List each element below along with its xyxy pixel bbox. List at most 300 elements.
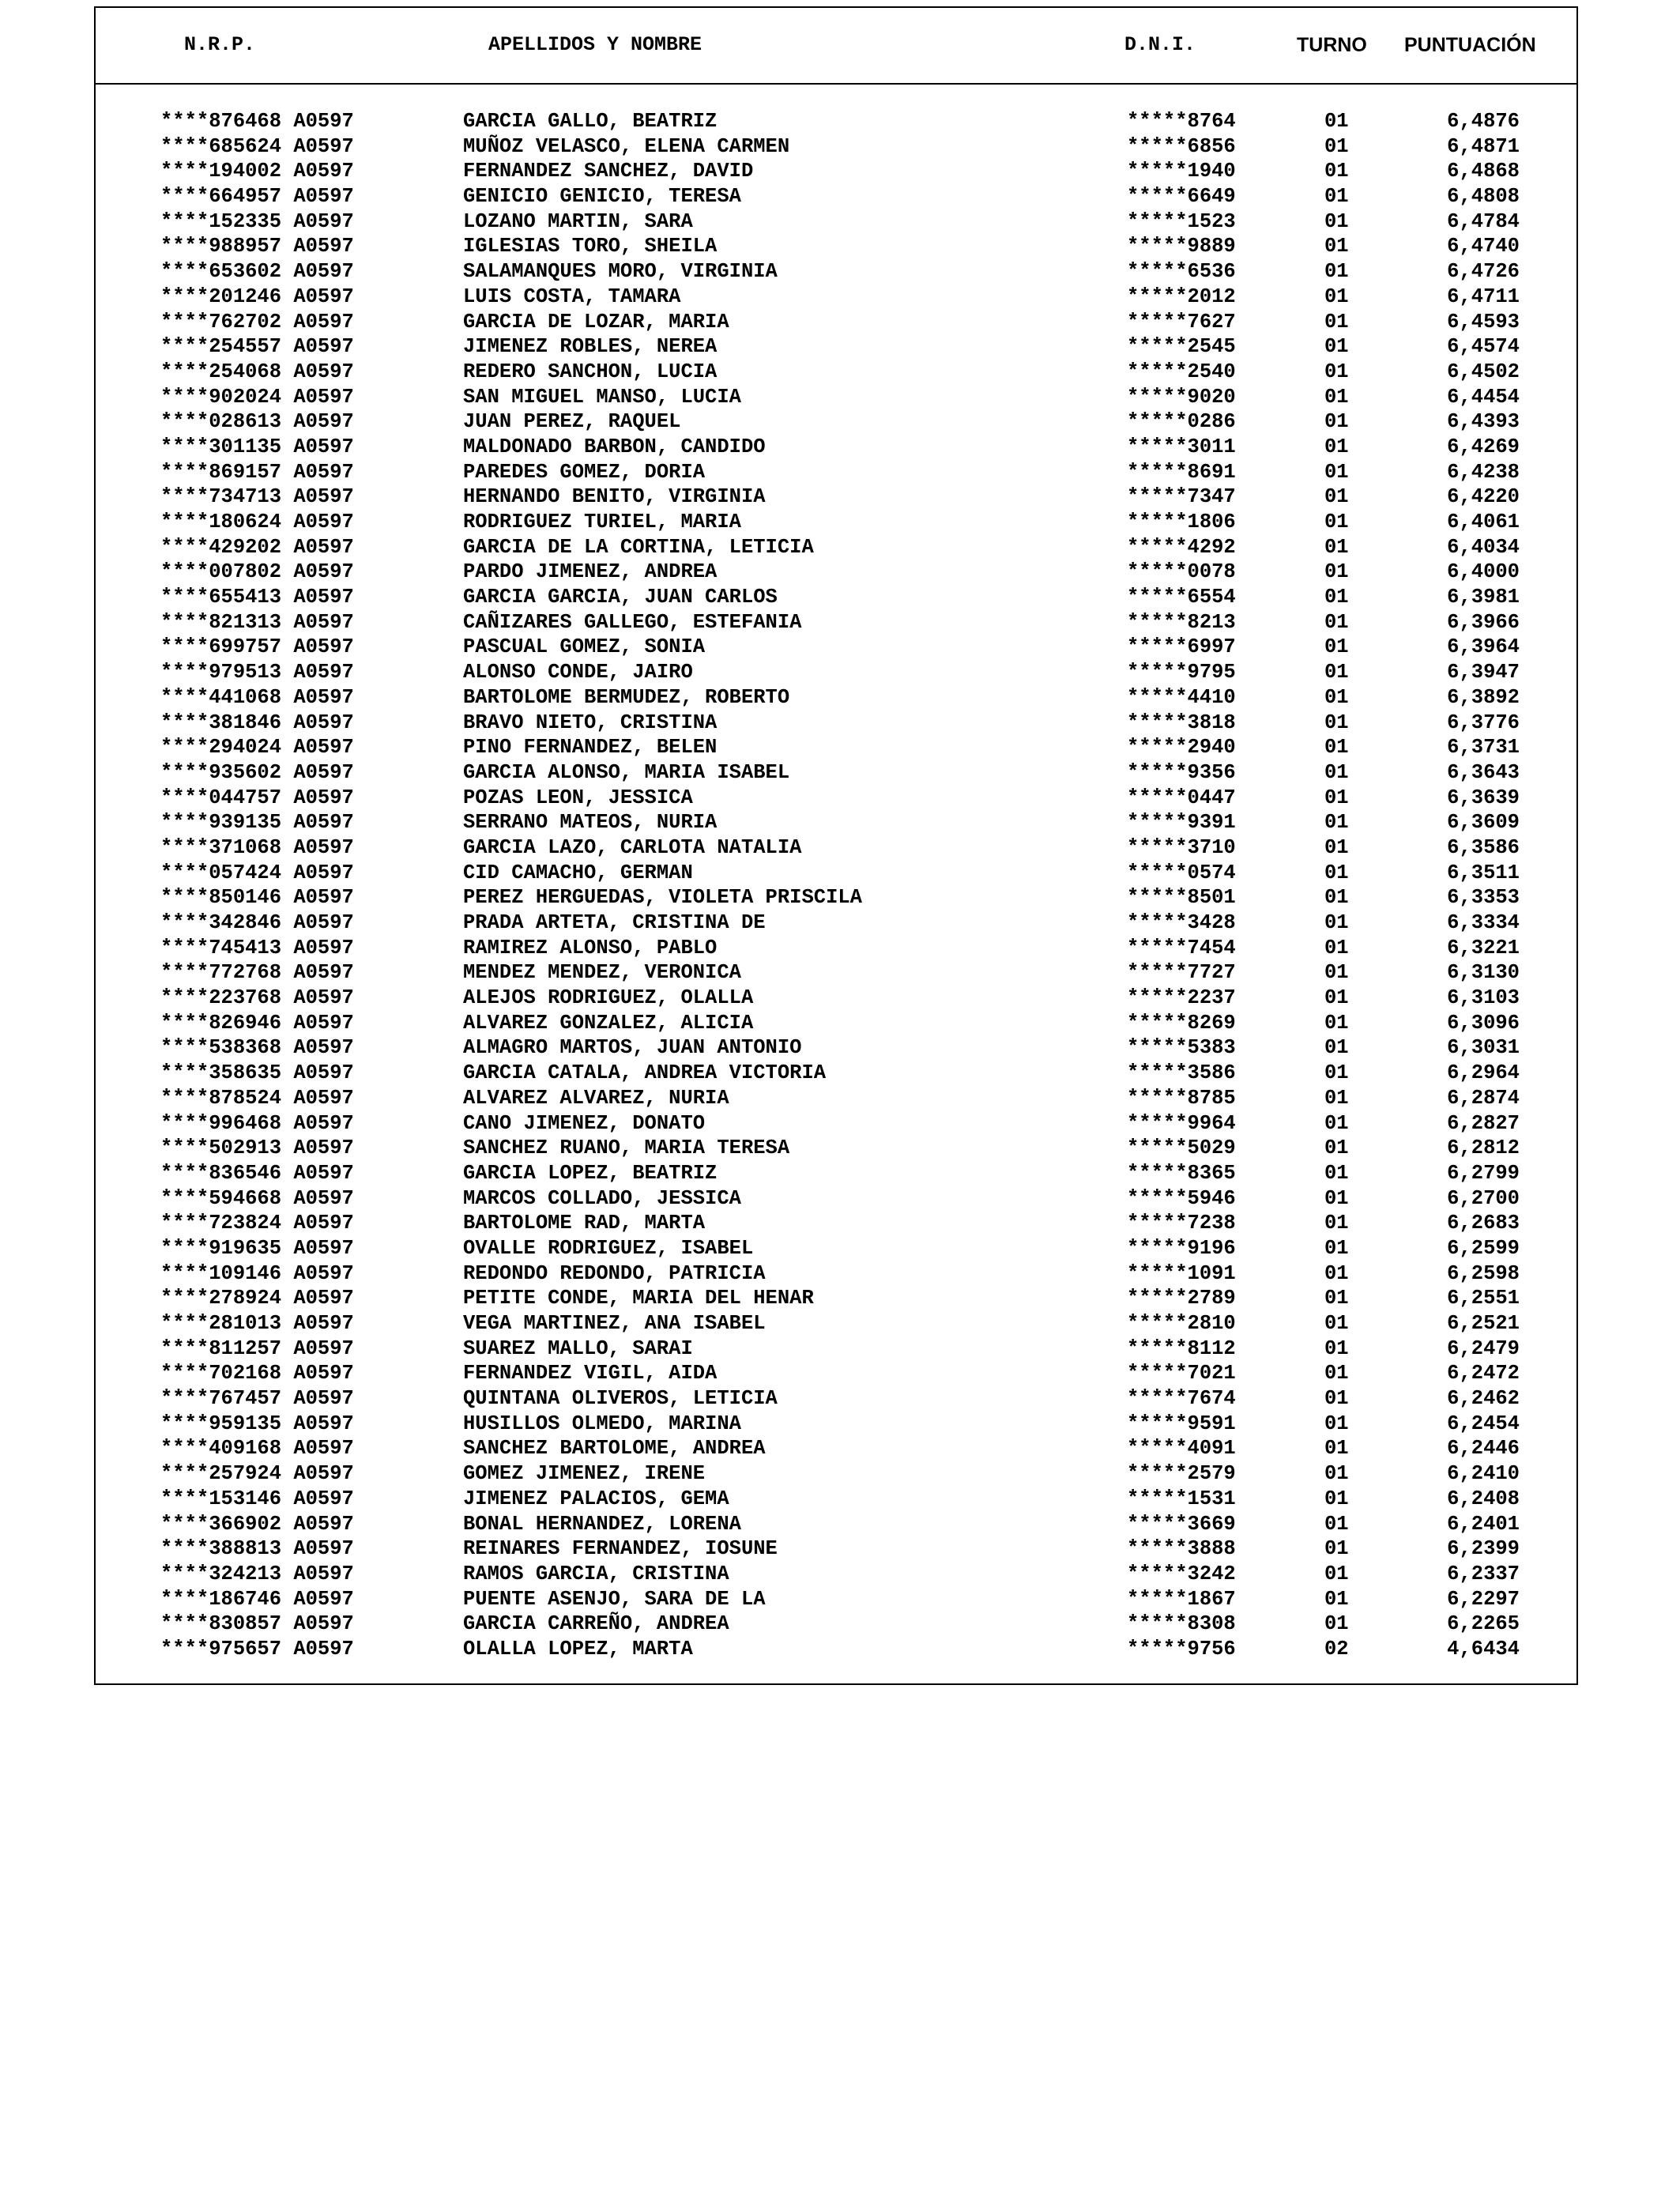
cell-turno: 01 — [1324, 886, 1349, 910]
table-row — [96, 1161, 1576, 1186]
cell-turno: 01 — [1324, 1061, 1349, 1085]
cell-puntuacion: 6,2812 — [1447, 1137, 1520, 1160]
cell-name: SANCHEZ RUANO, MARIA TERESA — [463, 1137, 790, 1160]
cell-name: JIMENEZ PALACIOS, GEMA — [463, 1487, 729, 1510]
cell-nrp: ****388813 A0597 — [160, 1537, 354, 1561]
cell-turno: 01 — [1324, 110, 1349, 133]
cell-turno: 01 — [1324, 1236, 1349, 1260]
table-row — [96, 1311, 1576, 1336]
cell-puntuacion: 6,3731 — [1447, 736, 1520, 760]
cell-dni: *****5029 — [1127, 1137, 1236, 1160]
cell-name: BARTOLOME BERMUDEZ, ROBERTO — [463, 685, 790, 709]
cell-puntuacion: 6,4502 — [1447, 360, 1520, 383]
cell-name: ALONSO CONDE, JAIRO — [463, 661, 693, 684]
cell-name: LUIS COSTA, TAMARA — [463, 285, 681, 308]
cell-turno: 01 — [1324, 1137, 1349, 1160]
cell-turno: 01 — [1324, 235, 1349, 258]
cell-dni: *****9356 — [1127, 760, 1236, 784]
cell-dni: *****6649 — [1127, 185, 1236, 209]
table-row — [96, 385, 1576, 410]
table-row — [96, 1412, 1576, 1437]
cell-name: POZAS LEON, JESSICA — [463, 786, 693, 809]
cell-turno: 01 — [1324, 635, 1349, 659]
cell-name: FERNANDEZ VIGIL, AIDA — [463, 1362, 718, 1385]
cell-name: LOZANO MARTIN, SARA — [463, 209, 693, 233]
cell-nrp: ****702168 A0597 — [160, 1362, 354, 1385]
cell-name: VEGA MARTINEZ, ANA ISABEL — [463, 1312, 766, 1335]
table-row — [96, 1061, 1576, 1086]
cell-dni: *****4410 — [1127, 685, 1236, 709]
cell-dni: *****4292 — [1127, 535, 1236, 559]
table-row — [96, 760, 1576, 786]
cell-puntuacion: 6,3031 — [1447, 1036, 1520, 1060]
cell-puntuacion: 6,2410 — [1447, 1462, 1520, 1486]
cell-nrp: ****152335 A0597 — [160, 209, 354, 233]
cell-puntuacion: 6,4061 — [1447, 511, 1520, 533]
cell-puntuacion: 6,4711 — [1447, 285, 1520, 308]
cell-turno: 01 — [1324, 1287, 1349, 1310]
cell-nrp: ****381846 A0597 — [160, 711, 354, 734]
cell-puntuacion: 6,3511 — [1447, 861, 1520, 884]
table-row — [96, 1136, 1576, 1161]
cell-nrp: ****902024 A0597 — [160, 385, 354, 409]
table-row — [96, 1436, 1576, 1461]
cell-nrp: ****988957 A0597 — [160, 235, 354, 258]
table-row — [96, 1461, 1576, 1487]
cell-puntuacion: 6,2454 — [1447, 1412, 1520, 1435]
cell-dni: *****8764 — [1127, 110, 1236, 133]
cell-turno: 01 — [1324, 786, 1349, 809]
cell-dni: *****9756 — [1127, 1637, 1236, 1661]
cell-nrp: ****653602 A0597 — [160, 260, 354, 284]
cell-turno: 01 — [1324, 1011, 1349, 1035]
table-row — [96, 409, 1576, 435]
cell-name: SERRANO MATEOS, NURIA — [463, 811, 718, 835]
cell-turno: 01 — [1324, 560, 1349, 584]
cell-nrp: ****821313 A0597 — [160, 610, 354, 634]
cell-turno: 01 — [1324, 1036, 1349, 1060]
cell-puntuacion: 6,3103 — [1447, 986, 1520, 1010]
cell-puntuacion: 6,3586 — [1447, 835, 1520, 859]
cell-puntuacion: 6,4269 — [1447, 435, 1520, 458]
cell-dni: *****2940 — [1127, 736, 1236, 760]
cell-turno: 01 — [1324, 1212, 1349, 1235]
cell-nrp: ****429202 A0597 — [160, 535, 354, 559]
cell-nrp: ****836546 A0597 — [160, 1161, 354, 1185]
cell-turno: 01 — [1324, 1387, 1349, 1411]
cell-turno: 01 — [1324, 736, 1349, 760]
cell-turno: 01 — [1324, 160, 1349, 183]
cell-puntuacion: 6,3947 — [1447, 661, 1520, 684]
cell-name: GENICIO GENICIO, TERESA — [463, 185, 741, 209]
cell-puntuacion: 6,2551 — [1447, 1287, 1520, 1310]
cell-dni: *****1806 — [1127, 511, 1236, 533]
cell-puntuacion: 6,3776 — [1447, 711, 1520, 734]
cell-nrp: ****324213 A0597 — [160, 1562, 354, 1585]
cell-nrp: ****878524 A0597 — [160, 1086, 354, 1110]
cell-name: ALMAGRO MARTOS, JUAN ANTONIO — [463, 1036, 802, 1060]
table-row — [96, 560, 1576, 585]
cell-puntuacion: 6,3221 — [1447, 936, 1520, 959]
cell-name: PASCUAL GOMEZ, SONIA — [463, 635, 706, 659]
cell-turno: 01 — [1324, 535, 1349, 559]
table-row — [96, 259, 1576, 285]
cell-turno: 01 — [1324, 936, 1349, 959]
table-row — [96, 1336, 1576, 1362]
cell-puntuacion: 6,3639 — [1447, 786, 1520, 809]
cell-name: GARCIA GARCIA, JUAN CARLOS — [463, 586, 778, 609]
table-row — [96, 861, 1576, 886]
table-row — [96, 1487, 1576, 1512]
table-row — [96, 936, 1576, 961]
table-row — [96, 435, 1576, 460]
table-row — [96, 310, 1576, 335]
cell-name: MALDONADO BARBON, CANDIDO — [463, 435, 766, 458]
cell-puntuacion: 6,3096 — [1447, 1011, 1520, 1035]
table-row — [96, 885, 1576, 910]
cell-nrp: ****939135 A0597 — [160, 811, 354, 835]
cell-dni: *****7347 — [1127, 485, 1236, 509]
cell-dni: *****2237 — [1127, 986, 1236, 1010]
cell-name: RODRIGUEZ TURIEL, MARIA — [463, 511, 741, 533]
cell-dni: *****3888 — [1127, 1537, 1236, 1561]
cell-turno: 01 — [1324, 711, 1349, 734]
cell-turno: 01 — [1324, 435, 1349, 458]
cell-puntuacion: 6,2799 — [1447, 1161, 1520, 1185]
cell-name: JUAN PEREZ, RAQUEL — [463, 410, 681, 434]
table-row — [96, 1111, 1576, 1137]
table-row — [96, 786, 1576, 811]
table-row — [96, 711, 1576, 736]
cell-nrp: ****830857 A0597 — [160, 1612, 354, 1636]
cell-name: IGLESIAS TORO, SHEILA — [463, 235, 718, 258]
table-row — [96, 334, 1576, 360]
cell-turno: 01 — [1324, 1362, 1349, 1385]
cell-turno: 01 — [1324, 1537, 1349, 1561]
cell-dni: *****1940 — [1127, 160, 1236, 183]
cell-name: REDONDO REDONDO, PATRICIA — [463, 1261, 766, 1285]
cell-turno: 01 — [1324, 1612, 1349, 1636]
cell-nrp: ****028613 A0597 — [160, 410, 354, 434]
cell-turno: 01 — [1324, 1437, 1349, 1461]
cell-turno: 01 — [1324, 1086, 1349, 1110]
cell-name: GARCIA GALLO, BEATRIZ — [463, 110, 718, 133]
cell-dni: *****3011 — [1127, 435, 1236, 458]
table-row — [96, 109, 1576, 134]
cell-dni: *****5383 — [1127, 1036, 1236, 1060]
cell-nrp: ****409168 A0597 — [160, 1437, 354, 1461]
cell-name: GARCIA CARREÑO, ANDREA — [463, 1612, 729, 1636]
cell-dni: *****7454 — [1127, 936, 1236, 959]
cell-turno: 01 — [1324, 610, 1349, 634]
table-row — [96, 910, 1576, 936]
cell-name: HUSILLOS OLMEDO, MARINA — [463, 1412, 741, 1435]
cell-name: BONAL HERNANDEZ, LORENA — [463, 1512, 741, 1536]
cell-nrp: ****153146 A0597 — [160, 1487, 354, 1510]
cell-dni: *****0078 — [1127, 560, 1236, 584]
table-row — [96, 986, 1576, 1011]
cell-dni: *****8501 — [1127, 886, 1236, 910]
table-row — [96, 1536, 1576, 1562]
cell-puntuacion: 6,4220 — [1447, 485, 1520, 509]
cell-name: ALVAREZ ALVAREZ, NURIA — [463, 1086, 729, 1110]
table-row — [96, 484, 1576, 510]
cell-puntuacion: 6,2446 — [1447, 1437, 1520, 1461]
cell-puntuacion: 6,4593 — [1447, 310, 1520, 334]
cell-name: GARCIA CATALA, ANDREA VICTORIA — [463, 1061, 827, 1085]
cell-nrp: ****772768 A0597 — [160, 961, 354, 985]
cell-name: FERNANDEZ SANCHEZ, DAVID — [463, 160, 754, 183]
cell-dni: *****0447 — [1127, 786, 1236, 809]
cell-puntuacion: 6,2399 — [1447, 1537, 1520, 1561]
cell-turno: 01 — [1324, 185, 1349, 209]
cell-dni: *****1867 — [1127, 1587, 1236, 1611]
cell-dni: *****9020 — [1127, 385, 1236, 409]
table-row — [96, 1261, 1576, 1287]
cell-dni: *****3710 — [1127, 835, 1236, 859]
table-row — [96, 610, 1576, 635]
cell-dni: *****6554 — [1127, 586, 1236, 609]
cell-turno: 01 — [1324, 586, 1349, 609]
cell-turno: 01 — [1324, 1487, 1349, 1510]
cell-nrp: ****180624 A0597 — [160, 511, 354, 533]
table-row — [96, 1637, 1576, 1662]
cell-nrp: ****201246 A0597 — [160, 285, 354, 308]
cell-turno: 01 — [1324, 1111, 1349, 1135]
cell-nrp: ****366902 A0597 — [160, 1512, 354, 1536]
cell-puntuacion: 6,4740 — [1447, 235, 1520, 258]
cell-nrp: ****371068 A0597 — [160, 835, 354, 859]
cell-nrp: ****876468 A0597 — [160, 110, 354, 133]
cell-dni: *****1091 — [1127, 1261, 1236, 1285]
cell-nrp: ****723824 A0597 — [160, 1212, 354, 1235]
cell-dni: *****1531 — [1127, 1487, 1236, 1510]
table-row — [96, 460, 1576, 485]
cell-puntuacion: 6,2827 — [1447, 1111, 1520, 1135]
cell-nrp: ****502913 A0597 — [160, 1137, 354, 1160]
cell-name: JIMENEZ ROBLES, NEREA — [463, 335, 718, 359]
table-row — [96, 1587, 1576, 1612]
cell-nrp: ****044757 A0597 — [160, 786, 354, 809]
cell-name: ALVAREZ GONZALEZ, ALICIA — [463, 1011, 754, 1035]
cell-nrp: ****919635 A0597 — [160, 1236, 354, 1260]
cell-dni: *****5946 — [1127, 1186, 1236, 1210]
cell-turno: 01 — [1324, 1562, 1349, 1585]
cell-puntuacion: 6,4868 — [1447, 160, 1520, 183]
cell-nrp: ****294024 A0597 — [160, 736, 354, 760]
cell-puntuacion: 6,3981 — [1447, 586, 1520, 609]
table-row — [96, 835, 1576, 861]
cell-puntuacion: 6,4574 — [1447, 335, 1520, 359]
cell-puntuacion: 6,2472 — [1447, 1362, 1520, 1385]
cell-puntuacion: 6,2700 — [1447, 1186, 1520, 1210]
cell-name: PEREZ HERGUEDAS, VIOLETA PRISCILA — [463, 886, 862, 910]
cell-name: HERNANDO BENITO, VIRGINIA — [463, 485, 766, 509]
cell-turno: 01 — [1324, 360, 1349, 383]
cell-dni: *****9795 — [1127, 661, 1236, 684]
cell-turno: 01 — [1324, 485, 1349, 509]
cell-name: SALAMANQUES MORO, VIRGINIA — [463, 260, 778, 284]
cell-name: MENDEZ MENDEZ, VERONICA — [463, 961, 741, 985]
cell-turno: 01 — [1324, 410, 1349, 434]
table-row — [96, 1386, 1576, 1412]
cell-puntuacion: 6,2874 — [1447, 1086, 1520, 1110]
cell-dni: *****8785 — [1127, 1086, 1236, 1110]
cell-nrp: ****278924 A0597 — [160, 1287, 354, 1310]
cell-name: REINARES FERNANDEZ, IOSUNE — [463, 1537, 778, 1561]
cell-nrp: ****358635 A0597 — [160, 1061, 354, 1085]
cell-puntuacion: 4,6434 — [1447, 1637, 1520, 1661]
cell-puntuacion: 6,4784 — [1447, 209, 1520, 233]
cell-dni: *****7021 — [1127, 1362, 1236, 1385]
cell-name: REDERO SANCHON, LUCIA — [463, 360, 718, 383]
cell-turno: 01 — [1324, 511, 1349, 533]
cell-dni: *****6536 — [1127, 260, 1236, 284]
cell-dni: *****3669 — [1127, 1512, 1236, 1536]
cell-turno: 01 — [1324, 285, 1349, 308]
cell-dni: *****9889 — [1127, 235, 1236, 258]
table-row — [96, 960, 1576, 986]
cell-puntuacion: 6,2408 — [1447, 1487, 1520, 1510]
cell-puntuacion: 6,2521 — [1447, 1312, 1520, 1335]
cell-name: GARCIA LOPEZ, BEATRIZ — [463, 1161, 718, 1185]
cell-nrp: ****538368 A0597 — [160, 1036, 354, 1060]
cell-name: PARDO JIMENEZ, ANDREA — [463, 560, 718, 584]
cell-turno: 01 — [1324, 1186, 1349, 1210]
cell-dni: *****0574 — [1127, 861, 1236, 884]
cell-name: RAMIREZ ALONSO, PABLO — [463, 936, 718, 959]
cell-puntuacion: 6,2337 — [1447, 1562, 1520, 1585]
table-row — [96, 810, 1576, 835]
table-row — [96, 635, 1576, 660]
table-row — [96, 1361, 1576, 1386]
cell-puntuacion: 6,2683 — [1447, 1212, 1520, 1235]
cell-turno: 01 — [1324, 661, 1349, 684]
cell-nrp: ****186746 A0597 — [160, 1587, 354, 1611]
cell-dni: *****7727 — [1127, 961, 1236, 985]
cell-nrp: ****342846 A0597 — [160, 911, 354, 934]
cell-name: GARCIA DE LOZAR, MARIA — [463, 310, 729, 334]
cell-puntuacion: 6,2297 — [1447, 1587, 1520, 1611]
table-row — [96, 685, 1576, 711]
cell-puntuacion: 6,4808 — [1447, 185, 1520, 209]
cell-dni: *****7238 — [1127, 1212, 1236, 1235]
cell-dni: *****9196 — [1127, 1236, 1236, 1260]
cell-name: CID CAMACHO, GERMAN — [463, 861, 693, 884]
cell-nrp: ****975657 A0597 — [160, 1637, 354, 1661]
cell-name: CAÑIZARES GALLEGO, ESTEFANIA — [463, 610, 802, 634]
table-row — [96, 1086, 1576, 1111]
cell-nrp: ****057424 A0597 — [160, 861, 354, 884]
table-row — [96, 660, 1576, 685]
table-row — [96, 735, 1576, 760]
cell-name: OVALLE RODRIGUEZ, ISABEL — [463, 1236, 754, 1260]
cell-turno: 01 — [1324, 1161, 1349, 1185]
cell-name: SAN MIGUEL MANSO, LUCIA — [463, 385, 741, 409]
cell-dni: *****0286 — [1127, 410, 1236, 434]
cell-dni: *****2810 — [1127, 1312, 1236, 1335]
cell-nrp: ****734713 A0597 — [160, 485, 354, 509]
cell-puntuacion: 6,2462 — [1447, 1387, 1520, 1411]
cell-dni: *****3242 — [1127, 1562, 1236, 1585]
cell-turno: 01 — [1324, 835, 1349, 859]
cell-puntuacion: 6,4726 — [1447, 260, 1520, 284]
cell-puntuacion: 6,4876 — [1447, 110, 1520, 133]
cell-dni: *****8213 — [1127, 610, 1236, 634]
table-row — [96, 1211, 1576, 1236]
cell-dni: *****2545 — [1127, 335, 1236, 359]
table-row — [96, 360, 1576, 385]
cell-nrp: ****254557 A0597 — [160, 335, 354, 359]
cell-name: GOMEZ JIMENEZ, IRENE — [463, 1462, 706, 1486]
cell-puntuacion: 6,3334 — [1447, 911, 1520, 934]
header-nrp: N.R.P. — [184, 33, 256, 56]
cell-dni: *****8308 — [1127, 1612, 1236, 1636]
cell-dni: *****8112 — [1127, 1336, 1236, 1360]
cell-dni: *****3586 — [1127, 1061, 1236, 1085]
cell-nrp: ****762702 A0597 — [160, 310, 354, 334]
cell-turno: 01 — [1324, 760, 1349, 784]
cell-name: CANO JIMENEZ, DONATO — [463, 1111, 706, 1135]
cell-nrp: ****194002 A0597 — [160, 160, 354, 183]
cell-puntuacion: 6,4034 — [1447, 535, 1520, 559]
cell-turno: 01 — [1324, 861, 1349, 884]
cell-nrp: ****441068 A0597 — [160, 685, 354, 709]
header-puntuacion: PUNTUACIÓN — [1404, 34, 1536, 56]
cell-name: ALEJOS RODRIGUEZ, OLALLA — [463, 986, 754, 1010]
cell-dni: *****3818 — [1127, 711, 1236, 734]
cell-nrp: ****811257 A0597 — [160, 1336, 354, 1360]
cell-puntuacion: 6,3892 — [1447, 685, 1520, 709]
cell-dni: *****6997 — [1127, 635, 1236, 659]
cell-turno: 01 — [1324, 460, 1349, 484]
cell-puntuacion: 6,3964 — [1447, 635, 1520, 659]
cell-nrp: ****826946 A0597 — [160, 1011, 354, 1035]
cell-turno: 01 — [1324, 260, 1349, 284]
cell-name: MUÑOZ VELASCO, ELENA CARMEN — [463, 134, 790, 158]
cell-turno: 01 — [1324, 310, 1349, 334]
cell-puntuacion: 6,3966 — [1447, 610, 1520, 634]
cell-name: GARCIA LAZO, CARLOTA NATALIA — [463, 835, 802, 859]
cell-turno: 01 — [1324, 811, 1349, 835]
cell-name: RAMOS GARCIA, CRISTINA — [463, 1562, 729, 1585]
results-table — [94, 6, 1578, 1685]
cell-nrp: ****996468 A0597 — [160, 1111, 354, 1135]
cell-name: BARTOLOME RAD, MARTA — [463, 1212, 706, 1235]
cell-dni: *****1523 — [1127, 209, 1236, 233]
cell-name: BRAVO NIETO, CRISTINA — [463, 711, 718, 734]
table-row — [96, 1035, 1576, 1061]
cell-turno: 01 — [1324, 335, 1349, 359]
header-name: APELLIDOS Y NOMBRE — [488, 33, 703, 56]
cell-name: MARCOS COLLADO, JESSICA — [463, 1186, 741, 1210]
cell-nrp: ****109146 A0597 — [160, 1261, 354, 1285]
cell-name: SUAREZ MALLO, SARAI — [463, 1336, 693, 1360]
table-row — [96, 1612, 1576, 1637]
cell-name: PINO FERNANDEZ, BELEN — [463, 736, 718, 760]
cell-nrp: ****699757 A0597 — [160, 635, 354, 659]
header-dni: D.N.I. — [1124, 33, 1196, 56]
cell-puntuacion: 6,3609 — [1447, 811, 1520, 835]
cell-nrp: ****767457 A0597 — [160, 1387, 354, 1411]
table-body — [96, 109, 1576, 1662]
cell-nrp: ****664957 A0597 — [160, 185, 354, 209]
cell-puntuacion: 6,2599 — [1447, 1236, 1520, 1260]
cell-nrp: ****007802 A0597 — [160, 560, 354, 584]
header-turno: TURNO — [1297, 34, 1367, 56]
table-row — [96, 285, 1576, 310]
cell-nrp: ****869157 A0597 — [160, 460, 354, 484]
